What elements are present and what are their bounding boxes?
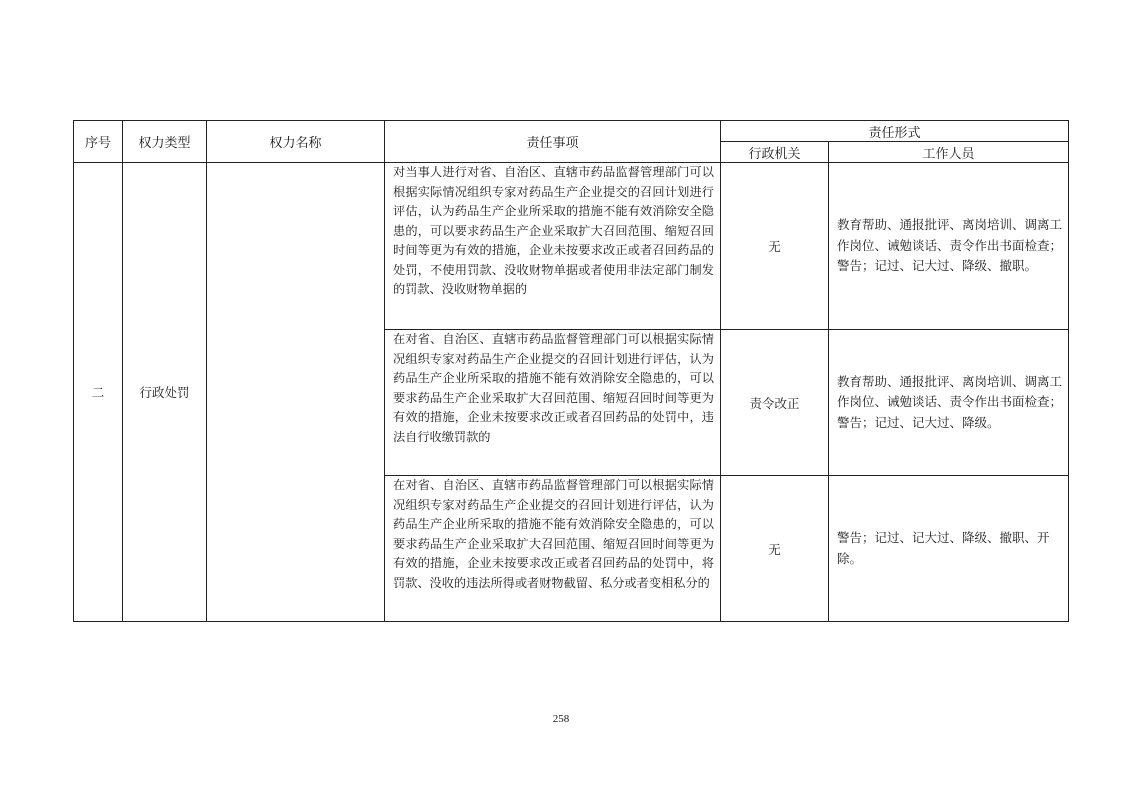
responsibility-table bbox=[73, 120, 1069, 622]
staff-cell: 警告；记过、记大过、降级、撤职、开除。 bbox=[829, 476, 1069, 622]
agency-cell: 责令改正 bbox=[721, 330, 829, 476]
matter-cell: 对当事人进行对省、自治区、直辖市药品监督管理部门可以根据实际情况组织专家对药品生产企业提交的召回计划进行评估，认为药品生产企业所采取的措施不能有效消除安全隐患的，可以要求药品生产企业采取扩大召回范围、缩短召回时间等更为有效的措施，企业未按要求改正或者召回药品的处罚，不使用罚款、没收财物单据或者使用非法定部门制发的罚款、没收财物单据的 bbox=[385, 163, 721, 330]
agency-cell: 无 bbox=[721, 476, 829, 622]
matter-cell: 在对省、自治区、直辖市药品监督管理部门可以根据实际情况组织专家对药品生产企业提交的召回计划进行评估，认为药品生产企业所采取的措施不能有效消除安全隐患的，可以要求药品生产企业采取扩大召回范围、缩短召回时间等更为有效的措施，企业未按要求改正或者召回药品的处罚中，违法自行收缴罚款的 bbox=[385, 330, 721, 476]
header-power-type: 权力类型 bbox=[123, 121, 207, 163]
power-type-cell: 行政处罚 bbox=[123, 163, 207, 622]
staff-cell: 教育帮助、通报批评、离岗培训、调离工作岗位、诫勉谈话、责令作出书面检查；警告；记过、记大过、降级、撤职。 bbox=[829, 163, 1069, 330]
header-seq: 序号 bbox=[74, 121, 123, 163]
header-row-1 bbox=[74, 121, 1069, 142]
page-number: 258 bbox=[552, 713, 570, 725]
seq-cell: 二 bbox=[74, 163, 123, 622]
staff-cell: 教育帮助、通报批评、离岗培训、调离工作岗位、诫勉谈话、责令作出书面检查；警告；记过、记大过、降级。 bbox=[829, 330, 1069, 476]
header-responsibility-form: 责任形式 bbox=[721, 121, 1069, 142]
agency-cell: 无 bbox=[721, 163, 829, 330]
power-name-cell bbox=[207, 163, 385, 622]
header-staff: 工作人员 bbox=[829, 142, 1069, 163]
matter-cell: 在对省、自治区、直辖市药品监督管理部门可以根据实际情况组织专家对药品生产企业提交的召回计划进行评估，认为药品生产企业所采取的措施不能有效消除安全隐患的，可以要求药品生产企业采取扩大召回范围、缩短召回时间等更为有效的措施，企业未按要求改正或者召回药品的处罚中，将罚款、没收的违法所得或者财物截留、私分或者变相私分的 bbox=[385, 476, 721, 622]
header-power-name: 权力名称 bbox=[207, 121, 385, 163]
table-row bbox=[74, 163, 1069, 330]
header-agency: 行政机关 bbox=[721, 142, 829, 163]
header-responsibility-matters: 责任事项 bbox=[385, 121, 721, 163]
